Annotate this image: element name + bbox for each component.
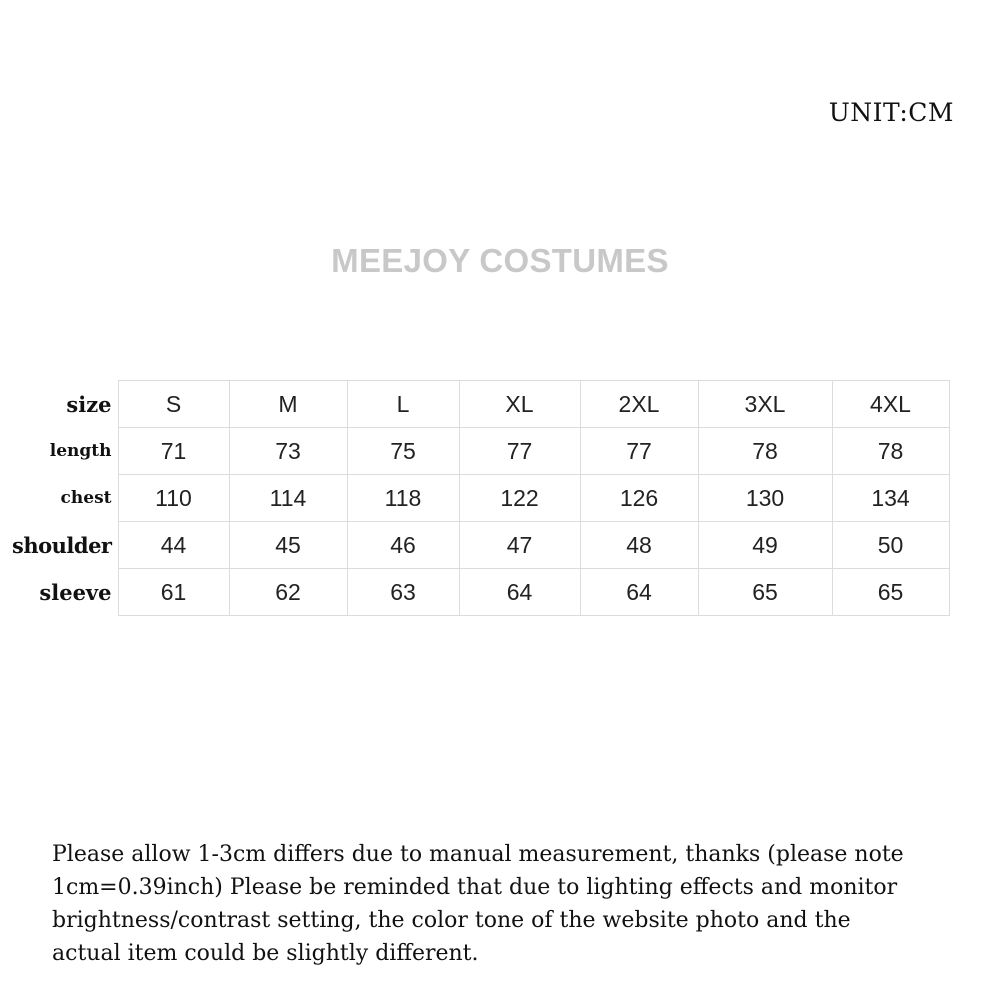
sleeve-cell: 62	[229, 569, 347, 616]
table-row-sleeve	[0, 569, 949, 616]
sleeve-cell: 64	[580, 569, 698, 616]
size-cell: 3XL	[698, 381, 832, 428]
chest-cell: 118	[347, 475, 459, 522]
row-label-length: length	[49, 441, 112, 461]
note-line: actual item could be slightly different.	[52, 941, 479, 966]
chest-cell: 126	[580, 475, 698, 522]
shoulder-cell: 48	[580, 522, 698, 569]
table-row-size	[0, 381, 949, 428]
length-cell: 73	[229, 428, 347, 475]
size-cell: M	[229, 381, 347, 428]
note-line: Please allow 1-3cm differs due to manual measurement, thanks (please note	[52, 842, 904, 867]
note-line: brightness/contrast setting, the color tone of the website photo and the	[52, 908, 851, 933]
length-cell: 78	[832, 428, 949, 475]
sleeve-cell: 64	[459, 569, 580, 616]
row-label-size: size	[66, 391, 112, 417]
shoulder-cell: 44	[118, 522, 229, 569]
sleeve-cell: 63	[347, 569, 459, 616]
length-cell: 77	[459, 428, 580, 475]
chest-cell: 110	[118, 475, 229, 522]
row-label-sleeve: sleeve	[39, 579, 112, 605]
unit-label: UNIT:CM	[828, 98, 954, 127]
shoulder-cell: 46	[347, 522, 459, 569]
size-cell: S	[118, 381, 229, 428]
chest-cell: 114	[229, 475, 347, 522]
shoulder-cell: 45	[229, 522, 347, 569]
sleeve-cell: 65	[832, 569, 949, 616]
chest-cell: 122	[459, 475, 580, 522]
size-cell: 2XL	[580, 381, 698, 428]
length-cell: 71	[118, 428, 229, 475]
table-row-chest	[0, 475, 949, 522]
sleeve-cell: 65	[698, 569, 832, 616]
length-cell: 75	[347, 428, 459, 475]
size-cell: XL	[459, 381, 580, 428]
size-chart-table	[0, 380, 950, 616]
table-row-shoulder	[0, 522, 949, 569]
shoulder-cell: 50	[832, 522, 949, 569]
note-line: 1cm=0.39inch) Please be reminded that due to lighting effects and monitor	[52, 875, 898, 900]
row-label-chest: chest	[60, 488, 112, 508]
size-cell: 4XL	[832, 381, 949, 428]
size-cell: L	[347, 381, 459, 428]
shoulder-cell: 47	[459, 522, 580, 569]
chest-cell: 134	[832, 475, 949, 522]
length-cell: 77	[580, 428, 698, 475]
chest-cell: 130	[698, 475, 832, 522]
row-label-shoulder: shoulder	[12, 532, 112, 558]
brand-watermark: MEEJOY COSTUMES	[331, 242, 669, 279]
sleeve-cell: 61	[118, 569, 229, 616]
measurement-note	[52, 838, 987, 970]
length-cell: 78	[698, 428, 832, 475]
shoulder-cell: 49	[698, 522, 832, 569]
table-row-length	[0, 428, 949, 475]
